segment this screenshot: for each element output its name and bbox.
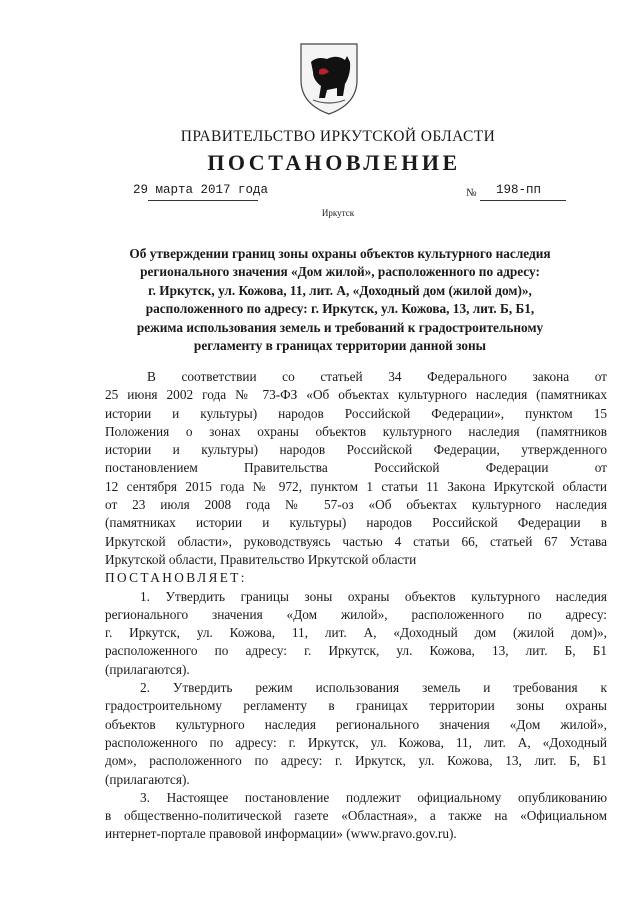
document-type: ПОСТАНОВЛЕНИЕ [207,150,461,175]
title-line: г. Иркутск, ул. Кожова, 11, лит. А, «Доходный дом (жилой дом)», [148,282,532,298]
text-line: (прилагаются). [105,771,190,787]
text-line: 1. Утвердить границы зоны охраны объектов культурного наследия [140,588,607,604]
text-line: 2. Утвердить режим использования земель и требования к [140,680,607,696]
city-name: Иркутск [321,208,355,218]
text-line: В соответствии со статьей 34 Федерального закона от [147,369,607,384]
text-line: истории и культуры) народов Российской Федерации, утвержденного [105,442,607,458]
text-line: Иркутской области», руководствуясь частью 4 статьи 66, статьей 67 Устава [105,533,607,549]
decree-item-2 [105,679,607,789]
text-line: истории и культуры) народов Российской Федерации», пунктом 15 [105,405,607,421]
text-line: Положения о зонах охраны объектов культурного наследия (памятников [105,423,607,439]
document-title [100,245,580,355]
text-line: дом», расположенного по адресу: г. Иркутск, ул. Кожова, 13, лит. Б, Б1 [105,753,607,769]
title-line: режима использования земель и требований к градостроительному [136,319,544,335]
document-body [105,368,607,844]
number-sign: № [466,187,477,199]
irkutsk-coat-of-arms-icon [297,40,361,116]
text-line: расположенного по адресу: г. Иркутск, ул. Кожова, 11, лит. А, «Доходный [105,734,607,750]
text-line: (памятниках истории и культуры) народов Российской Федерации в [105,515,607,531]
decree-word: ПОСТАНОВЛЯЕТ: [105,570,247,586]
decree-item-1 [105,588,607,679]
decree-item-3 [105,789,607,844]
text-line: (прилагаются). [105,661,190,677]
text-line: в общественно-политической газете «Областная», а также на «Официальном [105,808,607,824]
number-underline [480,200,566,201]
document-number: 198-пп [496,183,542,197]
date-underline [148,200,258,201]
preamble [105,368,607,569]
text-line: г. Иркутск, ул. Кожова, 11, лит. А, «Доходный дом (жилой дом)», [105,625,607,641]
text-line: Иркутской области, Правительство Иркутской области [105,551,417,567]
title-line: Об утверждении границ зоны охраны объектов культурного наследия [129,246,551,261]
text-line: объектов культурного наследия регионального значения «Дом жилой», [105,716,607,732]
text-line: расположенного по адресу: г. Иркутск, ул. Кожова, 13, лит. Б, Б1 [105,643,607,659]
text-line: 12 сентября 2015 года № 972, пунктом 1 статьи 11 Закона Иркутской области [105,478,607,494]
title-line: расположенного по адресу: г. Иркутск, ул. Кожова, 13, лит. Б, Б1, [145,301,535,317]
title-line: регламенту в границах территории данной зоны [193,338,487,354]
title-line: регионального значения «Дом жилой», расположенного по адресу: [140,264,540,280]
text-line: от 23 июля 2008 года № 57-оз «Об объектах культурного наследия [105,497,607,513]
government-name: ПРАВИТЕЛЬСТВО ИРКУТСКОЙ ОБЛАСТИ [180,128,496,145]
text-line: 25 июня 2002 года № 73-ФЗ «Об объектах культурного наследия (памятниках [105,387,607,403]
document-date: 29 марта 2017 года [133,183,269,197]
text-line: градостроительному регламенту в границах территории зоны охраны [105,698,607,714]
text-line: интернет-портале правовой информации» (www.pravo.gov.ru). [105,826,457,842]
text-line: 3. Настоящее постановление подлежит официальному опубликованию [140,789,607,805]
text-line: регионального значения «Дом жилой», расположенного по адресу: [105,606,607,622]
text-line: постановлением Правительства Российской Федерации от [105,460,607,476]
